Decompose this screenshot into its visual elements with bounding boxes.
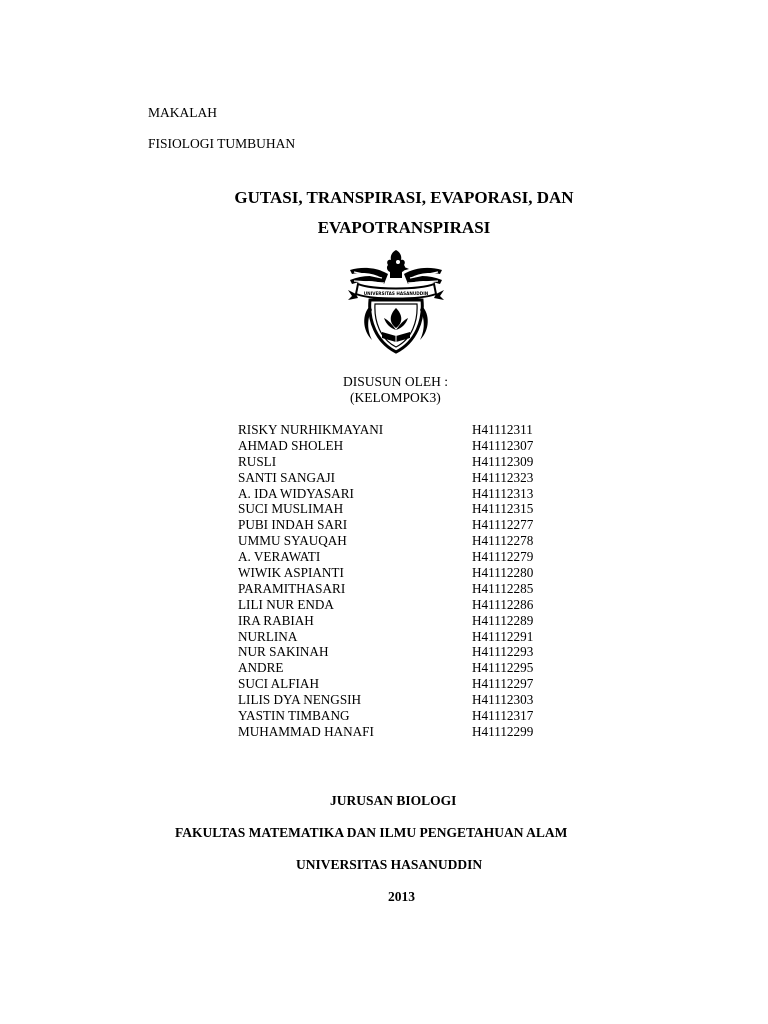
member-nim: H41112297 xyxy=(472,676,534,692)
title-line-2: EVAPOTRANSPIRASI xyxy=(317,218,491,237)
member-name: MUHAMMAD HANAFI xyxy=(238,723,374,739)
year: 2013 xyxy=(388,889,415,904)
member-row xyxy=(238,613,558,629)
member-nim: H41112309 xyxy=(472,453,534,469)
member-name: LILI NUR ENDA xyxy=(238,596,334,612)
member-name: ANDRE xyxy=(238,660,284,676)
member-row xyxy=(238,708,558,724)
member-name: A. IDA WIDYASARI xyxy=(238,485,354,501)
member-name: PARAMITHASARI xyxy=(238,580,346,596)
member-nim: H41112323 xyxy=(472,469,534,485)
member-name: RUSLI xyxy=(238,453,277,469)
member-name: A. VERAWATI xyxy=(238,549,321,565)
member-nim: H41112291 xyxy=(472,628,534,644)
university-name: UNIVERSITAS HASANUDDIN xyxy=(296,857,483,872)
member-row xyxy=(238,660,558,676)
member-name: NUR SAKINAH xyxy=(238,644,329,660)
member-row xyxy=(238,470,558,486)
member-name: NURLINA xyxy=(238,628,298,644)
member-nim: H41112289 xyxy=(472,612,534,628)
member-list xyxy=(238,422,558,740)
member-row xyxy=(238,549,558,565)
emblem-ribbon-text: UNIVERSITAS HASANUDDIN xyxy=(363,291,429,296)
member-nim: H41112280 xyxy=(472,565,534,581)
member-row xyxy=(238,501,558,517)
member-row xyxy=(238,644,558,660)
member-name: SUCI ALFIAH xyxy=(238,676,319,692)
group-label: (KELOMPOK3) xyxy=(350,390,441,405)
authors-heading: DISUSUN OLEH : xyxy=(343,374,449,389)
university-emblem-icon xyxy=(342,244,450,356)
member-nim: H41112293 xyxy=(472,644,534,660)
member-name: WIWIK ASPIANTI xyxy=(238,565,344,581)
title-line-1: GUTASI, TRANSPIRASI, EVAPORASI, DAN xyxy=(234,188,574,207)
member-nim: H41112315 xyxy=(472,501,534,517)
member-row xyxy=(238,438,558,454)
department-name: JURUSAN BIOLOGI xyxy=(330,793,457,808)
document-type: MAKALAH xyxy=(148,105,217,120)
member-nim: H41112307 xyxy=(472,437,534,453)
member-nim: H41112313 xyxy=(472,485,534,501)
member-nim: H41112299 xyxy=(472,723,534,739)
member-row xyxy=(238,629,558,645)
member-row xyxy=(238,422,558,438)
member-nim: H41112317 xyxy=(472,708,534,724)
member-name: YASTIN TIMBANG xyxy=(238,708,350,724)
member-row xyxy=(238,565,558,581)
member-row xyxy=(238,676,558,692)
member-nim: H41112311 xyxy=(472,422,533,437)
member-nim: H41112295 xyxy=(472,660,534,676)
member-row xyxy=(238,724,558,740)
member-nim: H41112277 xyxy=(472,517,534,533)
member-name: SUCI MUSLIMAH xyxy=(238,501,344,517)
member-name: RISKY NURHIKMAYANI xyxy=(238,422,384,437)
member-row xyxy=(238,486,558,502)
member-row xyxy=(238,581,558,597)
member-row xyxy=(238,517,558,533)
member-name: IRA RABIAH xyxy=(238,612,314,628)
member-row xyxy=(238,454,558,470)
member-name: AHMAD SHOLEH xyxy=(238,437,344,453)
member-row xyxy=(238,597,558,613)
member-name: LILIS DYA NENGSIH xyxy=(238,692,362,708)
member-row xyxy=(238,692,558,708)
course-name: FISIOLOGI TUMBUHAN xyxy=(148,136,296,151)
member-name: SANTI SANGAJI xyxy=(238,469,336,485)
member-row xyxy=(238,533,558,549)
member-nim: H41112285 xyxy=(472,580,534,596)
member-nim: H41112279 xyxy=(472,549,534,565)
faculty-name: FAKULTAS MATEMATIKA DAN ILMU PENGETAHUAN ALAM xyxy=(175,825,568,840)
member-nim: H41112303 xyxy=(472,692,534,708)
member-nim: H41112286 xyxy=(472,596,534,612)
member-name: PUBI INDAH SARI xyxy=(238,517,348,533)
member-nim: H41112278 xyxy=(472,533,534,549)
member-name: UMMU SYAUQAH xyxy=(238,533,347,549)
